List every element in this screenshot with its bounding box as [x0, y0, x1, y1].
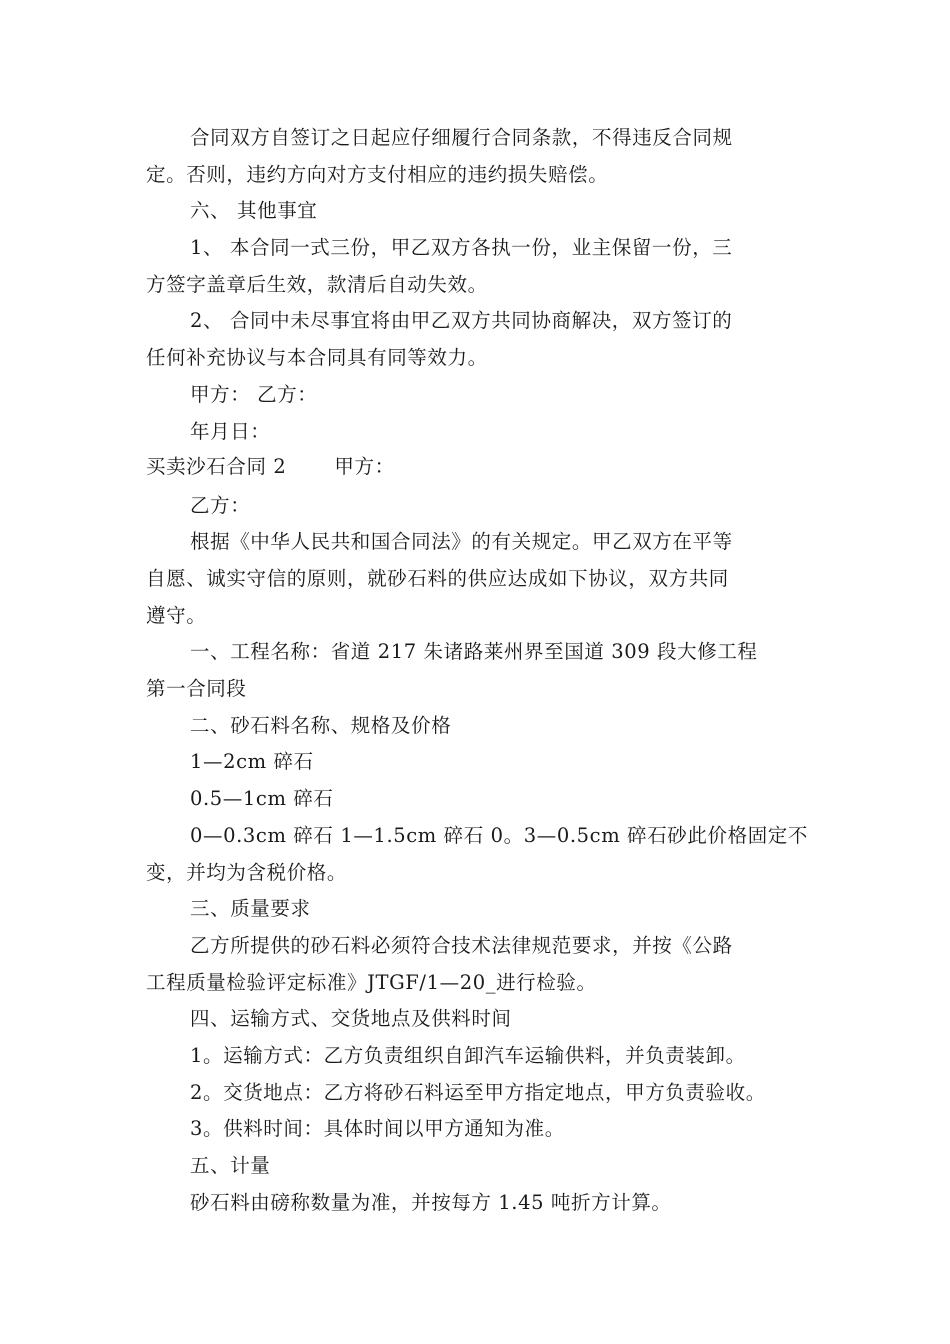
paragraph-line: 定。否则，违约方向对方支付相应的违约损失赔偿。	[146, 163, 609, 186]
paragraph-line: 砂石料由磅称数量为准，并按每方 1.45 吨折方计算。	[190, 1191, 672, 1214]
list-item: 1。运输方式：乙方负责组织自卸汽车运输供料，并负责装卸。	[190, 1044, 746, 1067]
paragraph-line: 自愿、诚实守信的原则，就砂石料的供应达成如下协议，双方共同	[146, 567, 729, 590]
paragraph-line: 任何补充协议与本合同具有同等效力。	[146, 346, 488, 369]
list-item: 2。交货地点：乙方将砂石料运至甲方指定地点，甲方负责验收。	[190, 1081, 766, 1104]
list-item: 3。供料时间：具体时间以甲方通知为准。	[190, 1117, 565, 1140]
party-a-label: 甲方：	[334, 455, 395, 478]
contract-title: 买卖沙石合同 2	[146, 455, 287, 478]
paragraph-line: 第一合同段	[146, 677, 247, 700]
paragraph-line: 合同双方自签订之日起应仔细履行合同条款，不得违反合同规	[190, 126, 733, 149]
paragraph-line: 2、 合同中未尽事宜将由甲乙双方共同协商解决，双方签订的	[190, 309, 733, 332]
list-item: 0.5—1cm 碎石	[190, 787, 334, 810]
paragraph-line: 根据《中华人民共和国合同法》的有关规定。甲乙双方在平等	[190, 530, 733, 553]
paragraph-line: 1、 本合同一式三份，甲乙双方各执一份，业主保留一份，三	[190, 236, 733, 259]
section-heading: 四、运输方式、交货地点及供料时间	[190, 1007, 512, 1030]
signature-line: 甲方： 乙方：	[190, 383, 318, 406]
party-b-label: 乙方：	[190, 494, 251, 517]
paragraph-line: 遵守。	[146, 604, 207, 627]
paragraph-line: 变，并均为含税价格。	[146, 861, 348, 884]
paragraph-line: 0—0.3cm 碎石 1—1.5cm 碎石 0。3—0.5cm 碎石砂此价格固定不	[190, 824, 808, 847]
contract-title-line	[146, 455, 395, 479]
section-heading: 三、质量要求	[190, 897, 311, 920]
date-line: 年月日：	[190, 420, 271, 443]
paragraph-line: 方签字盖章后生效，款清后自动失效。	[146, 273, 488, 296]
section-heading: 二、砂石料名称、规格及价格	[190, 714, 452, 737]
paragraph-line: 工程质量检验评定标准》JTGF/1—20_进行检验。	[146, 971, 597, 994]
section-heading: 六、 其他事宜	[190, 199, 318, 222]
section-heading: 一、工程名称：省道 217 朱诸路莱州界至国道 309 段大修工程	[190, 640, 758, 663]
paragraph-line: 乙方所提供的砂石料必须符合技术法律规范要求，并按《公路	[190, 934, 733, 957]
list-item: 1—2cm 碎石	[190, 750, 314, 773]
section-heading: 五、计量	[190, 1154, 271, 1177]
